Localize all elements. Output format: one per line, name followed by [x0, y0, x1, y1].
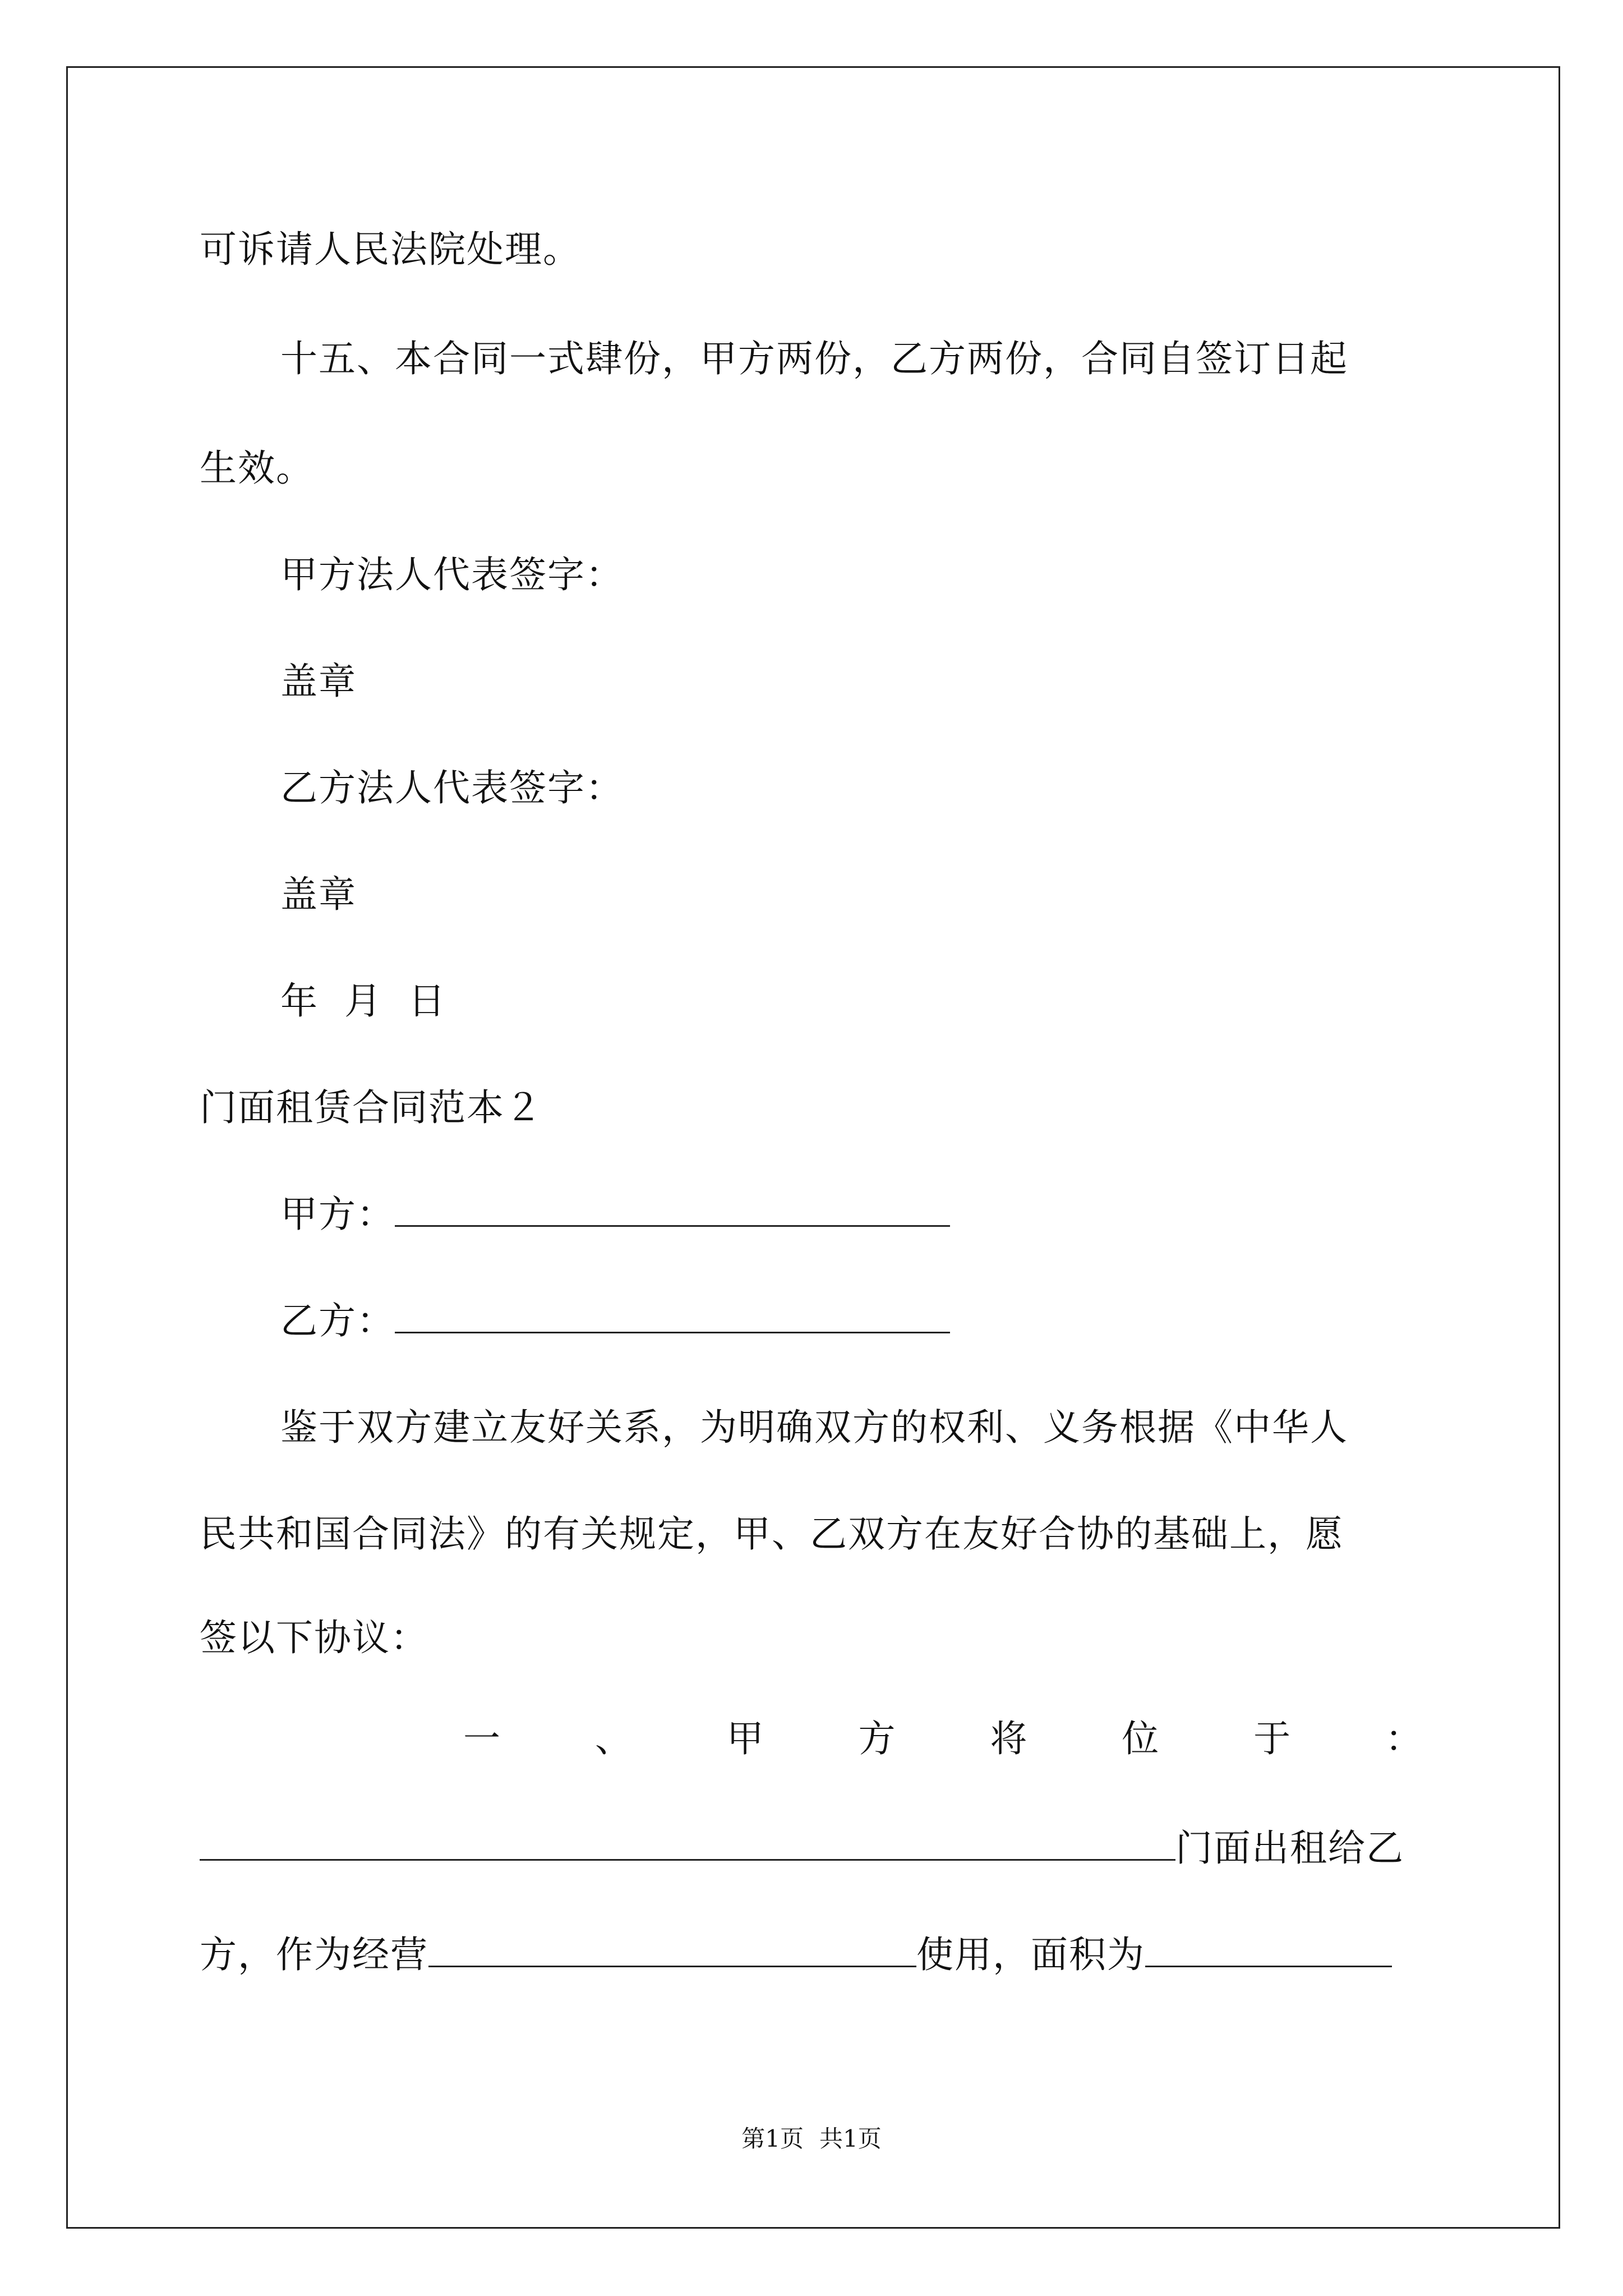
location-blank: [200, 1828, 1175, 1861]
date-line: 年 月 日: [280, 979, 446, 1023]
clause-char: 于: [1253, 1717, 1291, 1760]
clause-text: 门面出租给乙: [1175, 1826, 1404, 1870]
page-total: 共1页: [819, 2125, 882, 2152]
clause-char: ：: [1385, 1717, 1422, 1760]
page-border: [66, 66, 1560, 2229]
text-line: 盖章: [280, 660, 357, 703]
party-b-blank: [395, 1300, 950, 1333]
clause-char: 位: [1122, 1717, 1159, 1760]
clause-char: 将: [990, 1717, 1027, 1760]
clause-char: 方: [858, 1717, 896, 1760]
area-blank: [1145, 1934, 1392, 1967]
clause-char: 、: [594, 1717, 632, 1760]
party-a-blank: [395, 1194, 950, 1227]
clause-char: 一: [463, 1717, 500, 1760]
text-line: 可诉请人民法院处理。: [200, 228, 581, 271]
text-line: 鉴于双方建立友好关系，为明确双方的权利、义务根据《中华人: [280, 1406, 1348, 1449]
party-a-line: [280, 1192, 950, 1237]
clause-1-line: [200, 1717, 1422, 1761]
text-line: 乙方法人代表签字：: [280, 766, 624, 809]
text-line: 生效。: [200, 447, 314, 490]
clause-1-line-2: [200, 1826, 1404, 1871]
clause-text: 使用，面积为: [916, 1933, 1145, 1976]
page-footer: [0, 2125, 1623, 2153]
text-line: 签以下协议：: [200, 1616, 428, 1659]
page-number: 第1页: [741, 2125, 804, 2152]
party-b-label: 乙方：: [280, 1299, 395, 1342]
party-b-line: [280, 1299, 950, 1343]
clause-text: 方，作为经营: [200, 1933, 428, 1976]
business-blank: [428, 1934, 916, 1967]
text-line: 民共和国合同法》的有关规定，甲、乙双方在友好合协的基础上，愿: [200, 1512, 1344, 1556]
clause-char: 甲: [726, 1717, 764, 1760]
party-a-label: 甲方：: [280, 1193, 395, 1236]
text-line: 甲方法人代表签字：: [280, 553, 624, 596]
text-line: 盖章: [280, 873, 357, 916]
clause-1-line-3: [200, 1932, 1392, 1977]
section-title: 门面租赁合同范本２: [200, 1086, 543, 1129]
text-line: 十五、本合同一式肆份，甲方两份，乙方两份，合同自签订日起: [280, 337, 1348, 380]
